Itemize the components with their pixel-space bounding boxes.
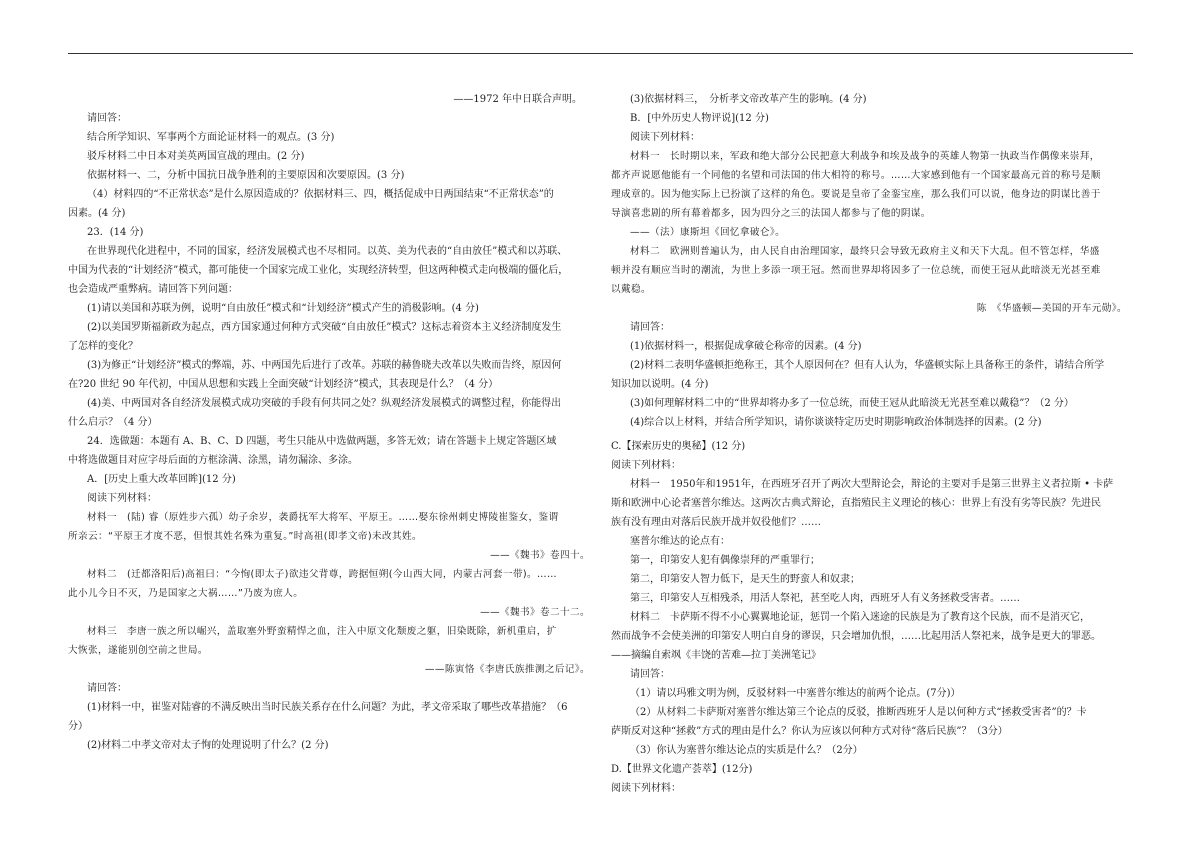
material-a3-source: ——陈寅恪《李唐氏族推测之后记》。 xyxy=(424,664,590,675)
material-a1-source: ——《魏书》卷四十。 xyxy=(490,550,590,561)
material-c-point-1: 第一，印第安人犯有偶像崇拜的严重罪行； xyxy=(630,555,820,566)
q24-line2: 中将选做题目对应字母后面的方框涂满、涂黑，请勿漏涂、多涂。 xyxy=(68,455,358,466)
top-rule xyxy=(68,53,1133,54)
question-b1: (1)依据材料一，根据促成拿破仑称帝的因素。(4 分) xyxy=(630,341,862,352)
question-b2-line2: 知识加以说明。(4 分) xyxy=(611,379,709,390)
question-a1-line1: (1)材料一中，崔鉴对陆睿的不满反映出当时民族关系存在什么问题？为此，孝文帝采取了哪些改革措施？（6 xyxy=(87,702,568,713)
material-c2-line1: 材料二 卡萨斯不得不小心翼翼地论证，惩罚一个陷入迷途的民族是为了教育这个民族，而不是消灭它， xyxy=(630,612,1090,623)
material-a2-line1: 材料二 (迁都洛阳后)高祖曰：“今恂(即太子)欲违父背尊，跨据恒朔(今山西大同，内蒙古河套一带)。…… xyxy=(87,569,557,580)
question-4-line2: 因素。(4 分) xyxy=(68,208,126,219)
material-b2-line1: 材料二 欧洲则普遍认为，由人民自由治理国家，最终只会导致无政府主义和天下大乱。但不管怎样，华盛 xyxy=(630,246,1100,257)
right-column xyxy=(611,90,1133,798)
material-b1-line2: 都齐声说愿他能有一个同他的名望和司法国的伟大相符的称号。……大家感到他有一个国家最高元首的称号是顺 xyxy=(611,170,1101,181)
material-c-point-2: 第二，印第安人智力低下，是天生的野蛮人和奴隶； xyxy=(630,574,860,585)
material-b2-line3: 以戴稳。 xyxy=(611,284,651,295)
read-materials-d: 阅读下列材料： xyxy=(611,783,681,794)
question-c3: （3）你认为塞普尔维达论点的实质是什么？（2分） xyxy=(630,745,863,756)
question-a1-line2: 分） xyxy=(68,721,88,732)
question-b3: (3)如何理解材料二中的“世界却将办多了一位总统，而使王冠从此暗淡无光甚至难以戴稳”？（2 分） xyxy=(630,398,1074,409)
material-b1-line1: 材料一 长时期以来，军政和绝大部分公民把意大利战争和埃及战争的英雄人物第一执政当作偶像来崇拜， xyxy=(630,151,1100,162)
read-materials-c: 阅读下列材料： xyxy=(611,460,681,471)
material-b2-source: 陈 《华盛顿—美国的开车元勋》。 xyxy=(976,303,1127,314)
material-a1-line1: 材料一 (陆) 睿（原姓步六孤）幼子余岁，袭爵抚军大将军、平原王。……娶东徐州刺史博陵崔鉴女，鉴谓 xyxy=(87,512,559,523)
left-column xyxy=(68,90,590,755)
prompt-b: 请回答： xyxy=(630,322,670,333)
material-b1-line3: 理成章的。因为他实际上已扮演了这样的角色。要说是皇帝了金銮宝座，那么我们可以说，他身边的阴谋比善于 xyxy=(611,189,1101,200)
q23-4-line1: (4)美、中两国对各自经济发展模式成功突破的手段有何共同之处？纵观经济发展模式的调整过程，你能得出 xyxy=(87,398,562,409)
material-a2-line2: 此小儿今日不灭，乃是国家之大祸……”乃废为庶人。 xyxy=(68,588,304,599)
material-c-points-heading: 塞普尔维达的论点有： xyxy=(630,536,730,547)
question-b4: (4)综合以上材料，并结合所学知识，请你谈谈特定历史时期影响政治体制选择的因素。(2 分) xyxy=(630,417,1042,428)
read-materials: 阅读下列材料： xyxy=(87,493,157,504)
q23-3-line2: 在?20 世纪 90 年代初，中国从思想和实践上全面突破“计划经济”模式，其表现是什么？（4 分） xyxy=(68,379,499,390)
section-d-heading: D.【世界文化遗产荟萃】(12分) xyxy=(611,764,753,775)
material-a3-line2: 大恢张，遂能别创空前之世局。 xyxy=(68,645,208,656)
question-a: 结合所学知识、军事两个方面论证材料一的观点。(3 分) xyxy=(87,132,335,143)
q23-2-line1: (2)以美国罗斯福新政为起点，西方国家通过何种方式突破“自由放任”模式？这标志着资本主义经济制度发生 xyxy=(87,322,562,333)
question-c2-line2: 萨斯反对这种“拯救”方式的理由是什么？你认为应该以何种方式对待“落后民族”？（3分） xyxy=(611,726,1008,737)
section-b-heading: B．[中外历史人物评说](12 分) xyxy=(630,113,769,124)
q23-4-line2: 什么启示？（4 分） xyxy=(68,417,158,428)
question-c: 依据材料一、二，分析中国抗日战争胜利的主要原因和次要原因。(3 分) xyxy=(87,170,405,181)
q23-intro-2: 中国为代表的“计划经济”模式，都可能使一个国家完成工业化，实现经济转型，但这两种模式走向极端的僵化后， xyxy=(68,265,569,276)
source-1972: ——1972 年中日联合声明。 xyxy=(453,94,582,105)
question-b: 驳斥材料二中日本对美英两国宣战的理由。(2 分) xyxy=(87,151,305,162)
material-a2-source: ——《魏书》卷二十二。 xyxy=(480,607,590,618)
question-c1: （1）请以玛雅文明为例，反驳材料一中塞普尔维达的前两个论点。(7分)） xyxy=(630,688,961,699)
question-c2-line1: （2）从材料二卡萨斯对塞普尔维达第三个论点的反驳，推断西班牙人是以何种方式“拯救受害者”的？卡 xyxy=(630,707,1087,718)
material-b1-source: ——（法）康斯坦《回忆拿破仑》。 xyxy=(630,227,786,238)
q23-3-line1: (3)为修正“计划经济”模式的弊端，苏、中两国先后进行了改革。苏联的赫鲁晓夫改革以失败而告终，原因何 xyxy=(87,360,562,371)
question-a2: (2)材料二中孝文帝对太子恂的处理说明了什么？(2 分) xyxy=(87,740,329,751)
prompt-c: 请回答： xyxy=(630,669,670,680)
material-c2-line2: 然而战争不会使美洲的印第安人明白自身的谬误，只会增加仇恨，……比起用活人祭祀来，战争是更大的罪恶。 xyxy=(611,631,1101,642)
q23-1: (1)请以美国和苏联为例，说明“自由放任”模式和“计划经济”模式产生的消极影响。(4 分) xyxy=(87,303,479,314)
prompt: 请回答： xyxy=(87,113,127,124)
q23-intro-1: 在世界现代化进程中，不同的国家，经济发展模式也不尽相同。以英、美为代表的“自由放任”模式和以苏联、 xyxy=(87,246,568,257)
question-a3: (3)依据材料三， 分析孝文帝改革产生的影响。(4 分) xyxy=(630,94,867,105)
material-c1-line1: 材料一 1950年和1951年，在西班牙召开了两次大型辩论会，辩论的主要对手是第三世界主义者拉斯 • 卡萨 xyxy=(630,479,1114,490)
material-b2-line2: 顿并没有顺应当时的潮流，为世上多添一项王冠。然而世界却将因多了一位总统，而使王冠从此暗淡无光甚至难 xyxy=(611,265,1101,276)
material-c1-line3: 族有没有理由对落后民族开战并奴役他们？…… xyxy=(611,517,821,528)
section-c-heading: C.【探索历史的奥秘】(12 分) xyxy=(611,441,746,452)
q23-heading: 23．(14 分) xyxy=(87,227,144,238)
material-a3-line1: 材料三 李唐一族之所以崛兴，盖取塞外野蛮精悍之血，注入中原文化颓废之躯，旧染既除，新机重启，扩 xyxy=(87,626,557,637)
read-materials-b: 阅读下列材料： xyxy=(630,132,700,143)
q23-intro-3: 也会造成严重弊病。请回答下列问题： xyxy=(68,284,238,295)
q23-2-line2: 了怎样的变化？ xyxy=(68,341,138,352)
material-c-point-3: 第三，印第安人互相残杀，用活人祭祀，甚至吃人肉，西班牙人有义务拯救受害者。…… xyxy=(630,593,1020,604)
question-b2-line1: (2)材料二表明华盛顿拒绝称王，其个人原因何在？但有人认为，华盛顿实际上具备称王的条件，请结合所学 xyxy=(630,360,1105,371)
material-c2-source: ——摘编自索飒《丰饶的苦难—拉丁美洲笔记》 xyxy=(611,650,821,661)
material-b1-line4: 导演喜悲剧的所有幕着都多，因为四分之三的法国人都参与了他的阴谋。 xyxy=(611,208,931,219)
prompt-2: 请回答： xyxy=(87,683,127,694)
material-a1-line2: 所亲云：“平原王才度不恶，但恨其姓名殊为重复。”时高祖(即孝文帝)未改其姓。 xyxy=(68,531,423,542)
q24-line1: 24．选做题：本题有 A、B、C、D 四题，考生只能从中选做两题，多答无效；请在答题卡上规定答题区域 xyxy=(87,436,557,447)
section-a-heading: A．[历史上重大改革回眸](12 分) xyxy=(87,474,236,485)
question-4-line1: （4）材料四的“不正常状态”是什么原因造成的？依据材料三、四，概括促成中日两国结束“不正常状态”的 xyxy=(87,189,554,200)
material-c1-line2: 斯和欧洲中心论者塞普尔维达。这两次古典式辩论，直指殖民主义理论的核心：世界上有没有劣等民族？先进民 xyxy=(611,498,1101,509)
